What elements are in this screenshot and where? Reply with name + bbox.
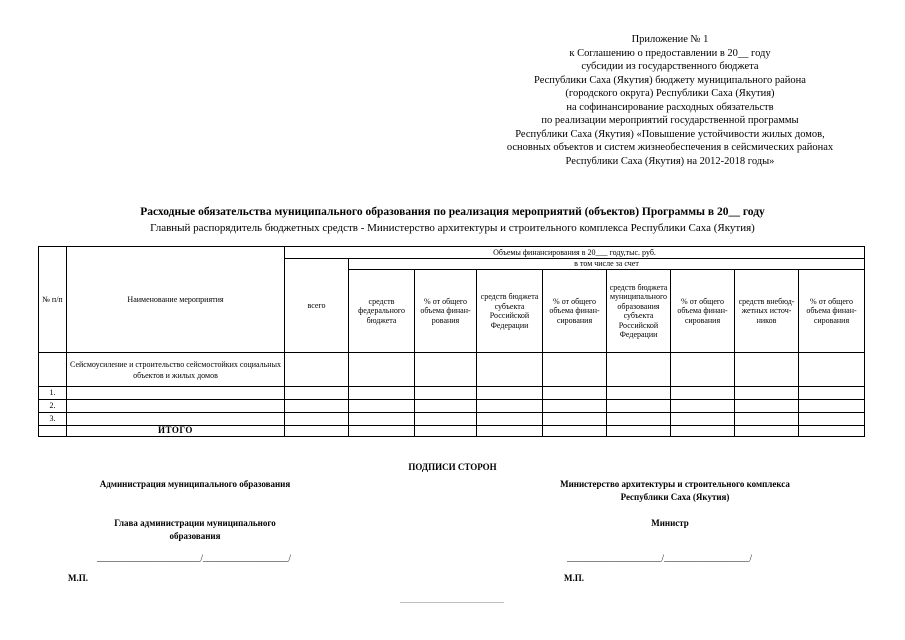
table-cell	[671, 426, 735, 437]
table-cell	[607, 353, 671, 387]
column-header-text: средств федерального бюджета	[358, 296, 405, 325]
appendix-line: (городского округа) Республики Саха (Якутия)	[565, 88, 775, 99]
section-label: Сейсмоусиление и строительство сейсмостойких социальных объектов и жилых домов	[67, 353, 285, 387]
table-cell	[735, 400, 799, 413]
header-financing-volume: Объемы финансирования в 20___ году,тыс. руб.	[285, 247, 865, 259]
column-header-text: % от общего объема финан-рования	[420, 296, 471, 325]
left-signature-line: _______________________/___________________/	[97, 553, 292, 563]
table-cell	[671, 353, 735, 387]
table-cell	[799, 413, 865, 426]
table-cell	[477, 387, 543, 400]
table-row	[39, 413, 865, 426]
table-cell	[477, 413, 543, 426]
column-header-text: средств бюджета субъекта Российской Федерации	[480, 292, 539, 330]
footnote-separator	[400, 602, 504, 603]
column-header-federal-pct	[415, 270, 477, 353]
table-cell	[415, 413, 477, 426]
table-cell	[415, 426, 477, 437]
financing-table	[38, 246, 865, 437]
table-cell	[671, 413, 735, 426]
signatures-title: ПОДПИСИ СТОРОН	[408, 462, 497, 472]
column-header-text: % от общего объема финан-сирования	[806, 296, 857, 325]
table-cell	[67, 400, 285, 413]
table-cell	[607, 426, 671, 437]
appendix-header	[470, 33, 870, 168]
appendix-line: Республики Саха (Якутия) бюджету муниципального района	[534, 74, 806, 86]
table-cell	[735, 426, 799, 437]
table-cell	[285, 387, 349, 400]
table-cell	[799, 426, 865, 437]
column-header-text: % от общего объема финан-сирования	[549, 296, 600, 325]
row-number: 1.	[39, 387, 67, 400]
table-cell	[543, 413, 607, 426]
column-header-federal	[349, 270, 415, 353]
table-cell	[415, 387, 477, 400]
appendix-line: по реализации мероприятий государственной программы	[541, 115, 799, 126]
header-total: всего	[285, 259, 349, 353]
table-cell	[543, 353, 607, 387]
table-cell	[799, 400, 865, 413]
table-cell	[543, 400, 607, 413]
table-cell	[349, 426, 415, 437]
table-cell	[477, 400, 543, 413]
table-cell	[285, 400, 349, 413]
right-party-name: Министерство архитектуры и строительного комплекса Республики Саха (Якутия)	[560, 479, 790, 502]
column-header-text: % от общего объема финан-сирования	[677, 296, 728, 325]
table-cell	[799, 353, 865, 387]
column-header-regional	[477, 270, 543, 353]
table-row	[39, 400, 865, 413]
table-cell	[671, 400, 735, 413]
left-stamp-place: М.П.	[68, 573, 88, 583]
appendix-line: на софинансирование расходных обязательств	[566, 101, 774, 113]
row-number: 2.	[39, 400, 67, 413]
column-header-municipal-pct	[671, 270, 735, 353]
table-cell	[349, 400, 415, 413]
header-activity-name: Наименование мероприятия	[67, 247, 285, 353]
table-cell	[285, 353, 349, 387]
appendix-line: субсидии из государственного бюджета	[581, 61, 759, 72]
table-cell	[415, 400, 477, 413]
appendix-line: Приложение № 1	[631, 34, 709, 45]
total-label: ИТОГО	[67, 426, 285, 437]
appendix-line: основных объектов и систем жизнеобеспечения в сейсмических районах	[506, 142, 834, 153]
column-header-text: средств бюджета муниципального образования субъекта Российской Федерации	[609, 282, 668, 339]
left-party-name: Администрация муниципального образования	[99, 479, 291, 489]
column-header-regional-pct	[543, 270, 607, 353]
column-header-municipal	[607, 270, 671, 353]
table-cell	[735, 413, 799, 426]
document-title: Расходные обязательства муниципального образования по реализация мероприятий (объектов) Программы в 20__ году	[140, 206, 765, 218]
table-cell	[67, 413, 285, 426]
table-row	[39, 387, 865, 400]
table-cell	[735, 353, 799, 387]
table-cell	[285, 426, 349, 437]
left-signatory-post: Глава администрации муниципального образования	[114, 518, 276, 541]
table-cell	[67, 387, 285, 400]
table-cell	[799, 387, 865, 400]
table-cell	[607, 413, 671, 426]
right-signature-line: _____________________/___________________/	[567, 553, 753, 563]
appendix-line: Республики Саха (Якутия) «Повышение устойчивости жилых домов,	[515, 128, 825, 140]
table-cell	[735, 387, 799, 400]
table-cell	[39, 426, 67, 437]
column-header-extrabudget	[735, 270, 799, 353]
appendix-line: Республики Саха (Якутия) на 2012-2018 годы»	[565, 155, 775, 167]
table-section-row	[39, 353, 865, 387]
document-subtitle: Главный распорядитель бюджетных средств - Министерство архитектуры и строительного комплекса Республики Саха (Якутия)	[150, 222, 755, 234]
row-number: 3.	[39, 413, 67, 426]
table-cell	[543, 426, 607, 437]
right-stamp-place: М.П.	[564, 573, 584, 583]
table-cell	[39, 353, 67, 387]
table-cell	[349, 413, 415, 426]
appendix-line: к Соглашению о предоставлении в 20__ году	[569, 47, 771, 59]
right-signatory-post: Министр	[651, 518, 689, 528]
header-number: № п/п	[39, 247, 67, 353]
table-total-row	[39, 426, 865, 437]
table-cell	[607, 387, 671, 400]
table-cell	[349, 387, 415, 400]
table-cell	[285, 413, 349, 426]
header-including: в том числе за счет	[349, 259, 865, 270]
column-header-extrabudget-pct	[799, 270, 865, 353]
table-cell	[415, 353, 477, 387]
table-cell	[349, 353, 415, 387]
column-header-text: средств внебюд-жетных источ-ников	[738, 296, 795, 325]
table-cell	[671, 387, 735, 400]
table-cell	[477, 426, 543, 437]
table-cell	[477, 353, 543, 387]
table-cell	[543, 387, 607, 400]
table-cell	[607, 400, 671, 413]
